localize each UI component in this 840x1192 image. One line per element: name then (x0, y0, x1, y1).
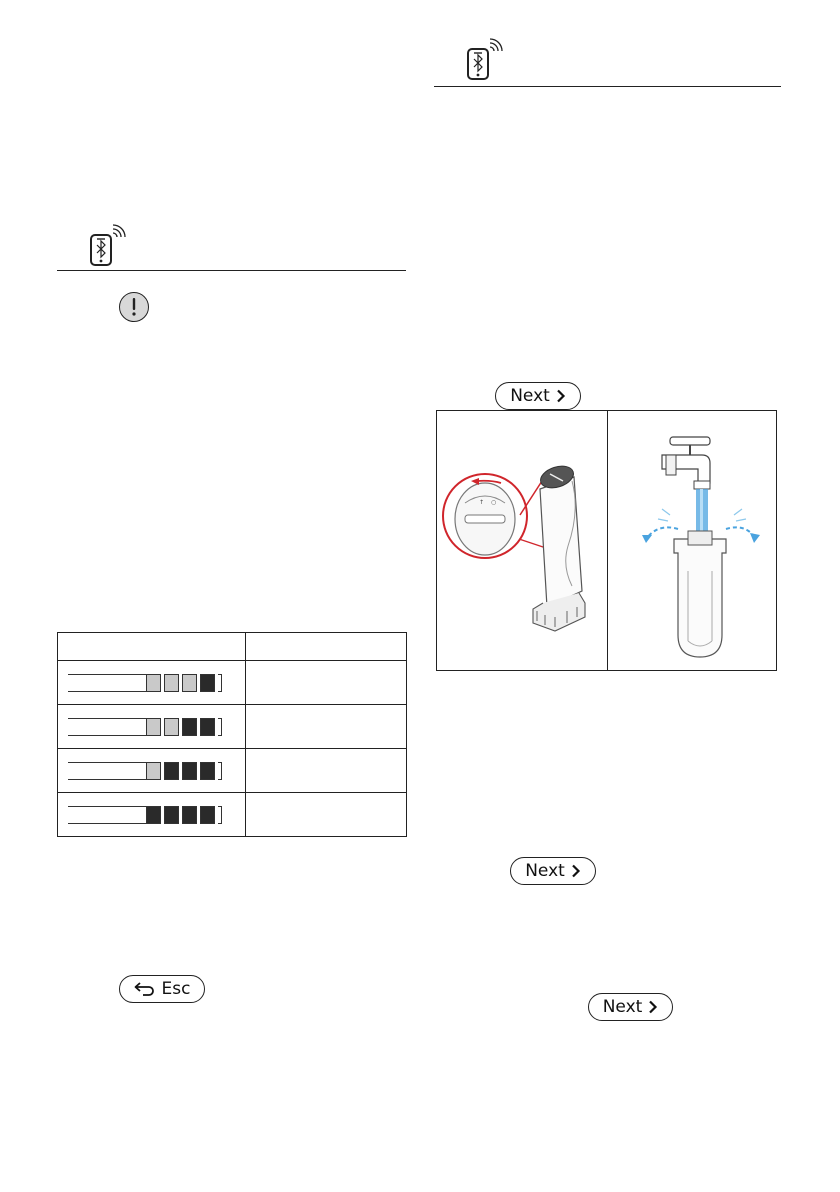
meter-segment-light (182, 674, 197, 692)
chevron-right-icon (556, 389, 566, 403)
description-cell (246, 705, 407, 749)
meter-segment-light (146, 674, 161, 692)
table-header-row (58, 633, 407, 661)
meter-segment-dark (182, 762, 197, 780)
meter-segment-dark (164, 762, 179, 780)
meter-cell (58, 793, 246, 837)
table-header-cell (58, 633, 246, 661)
filter-meter (68, 806, 222, 824)
meter-cell (58, 749, 246, 793)
svg-text:○: ○ (491, 499, 497, 506)
table-row (58, 749, 407, 793)
chevron-right-icon (648, 1000, 658, 1014)
section-divider (434, 86, 781, 87)
smartphone-bluetooth-icon (463, 38, 507, 82)
meter-segment-dark (146, 806, 161, 824)
description-cell (246, 793, 407, 837)
meter-segment-dark (164, 806, 179, 824)
filter-level-table (57, 632, 407, 837)
exclamation-icon (119, 292, 149, 322)
table-row (58, 705, 407, 749)
next-button-label: Next (510, 386, 550, 406)
next-button-label: Next (602, 997, 643, 1017)
smartphone-bluetooth-icon (86, 224, 130, 268)
meter-segment-light (164, 718, 179, 736)
filter-cartridge-illustration (437, 411, 608, 670)
meter-segment-dark (200, 718, 215, 736)
filter-installation-figure (436, 410, 777, 671)
chevron-right-icon (571, 864, 581, 878)
description-cell (246, 661, 407, 705)
return-arrow-icon (134, 982, 156, 996)
meter-segment-dark (200, 674, 215, 692)
next-button-label: Next (525, 861, 565, 881)
meter-cell (58, 705, 246, 749)
meter-segment-dark (200, 806, 215, 824)
filter-meter (68, 674, 222, 692)
table-row (58, 793, 407, 837)
filter-flushing-illustration (608, 411, 776, 670)
description-cell (246, 749, 407, 793)
meter-segment-dark (200, 762, 215, 780)
meter-segment-light (146, 762, 161, 780)
filter-meter (68, 718, 222, 736)
meter-segment-dark (182, 718, 197, 736)
esc-button-label: Esc (161, 979, 191, 999)
next-button[interactable] (588, 993, 673, 1021)
esc-button[interactable] (119, 975, 205, 1003)
meter-segment-light (164, 674, 179, 692)
meter-segment-light (146, 718, 161, 736)
section-divider (57, 270, 406, 271)
svg-text:↑: ↑ (479, 499, 485, 506)
filter-meter (68, 762, 222, 780)
meter-segment-dark (182, 806, 197, 824)
meter-cell (58, 661, 246, 705)
table-header-cell (246, 633, 407, 661)
table-row (58, 661, 407, 705)
next-button[interactable] (510, 857, 596, 885)
next-button[interactable] (495, 382, 581, 410)
